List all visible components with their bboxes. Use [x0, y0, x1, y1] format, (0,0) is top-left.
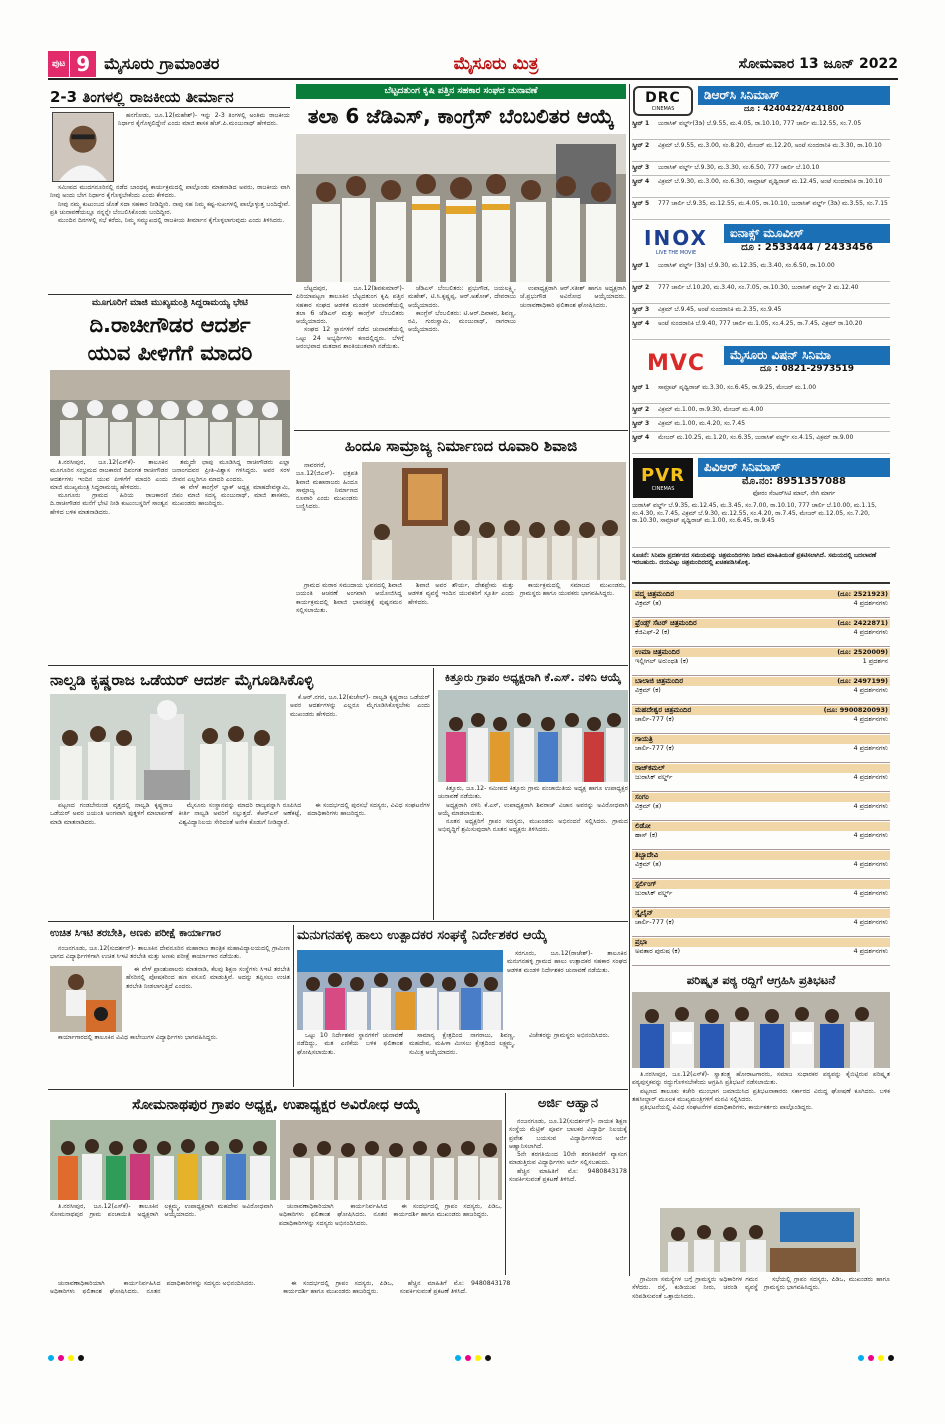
show-times: ಜುರಾಸಿಕ್ ವರ್ಲ್ಡ್(3ಡಿ) ಬೆ.9.55, ಮ.4.05, ರಾ.10.10, 777 ಚಾರ್ಲಿ ಮ.12.55, ಸಂ.7.05 [658, 120, 862, 127]
theatre-shows: 1 ಪ್ರದರ್ಶನ [862, 657, 888, 665]
theatre-row [632, 851, 890, 879]
divider [294, 430, 628, 431]
paragraph: ವಿಜೇತರನ್ನು ಗ್ರಾಮಸ್ಥರು ಅಭಿನಂದಿಸಿದರು. [529, 1032, 610, 1039]
paragraph: ಹನಗೋಡು, ಜೂ.12(ಮಹೇಶ್)- ಇನ್ನು 2-3 ತಿಂಗಳಲ್ಲಿ ಅಂತಿಮ ರಾಜಕೀಯ ನಿರ್ಧಾರ ಕೈಗೊಳ್ಳಲಿದ್ದೇನೆ ಎಂದು ಮಾಜಿ ಶಾಸಕ ಹೆಚ್.ಪಿ.ಮಂಜುನಾಥ್ ಹೇಳಿದರು. [118, 112, 290, 128]
mvc-show-row [632, 420, 890, 432]
theatre-film: ವಿಕ್ರಮ್ (ತ) [635, 802, 662, 810]
paragraph: ಗ್ರಾಮದ ಮರಾಠ ಸಮುದಾಯ ಭವನದಲ್ಲಿ ಶಿವಾಜಿ ಜಯಂತಿ ಆಚರಣೆ ಅಂಗವಾಗಿ ಆಯೋಜಿಸಿದ್ದ ಕಾರ್ಯಕ್ರಮದಲ್ಲಿ ಶಿವಾಜಿ ಭಾವಚಿತ್ರಕ್ಕೆ ಪುಷ್ಪನಮನ ಸಲ್ಲಿಸಲಾಯಿತು. [296, 582, 402, 614]
theatre-name: ಸ್ಕೈಲೈನ್ [632, 909, 890, 918]
paragraph: ಸಂಘದ 12 ಸ್ಥಾನಗಳಿಗೆ ನಡೆದ ಚುನಾವಣೆಯಲ್ಲಿ ಒಟ್ಟು 24 ಅಭ್ಯರ್ಥಿಗಳು ಕಣದಲ್ಲಿದ್ದರು. ಬೆಳಗ್ಗೆ ಆರಂಭವಾದ ಮತದಾನ ಶಾಂತಿಯುತವಾಗಿ ನಡೆಯಿತು. [296, 326, 404, 351]
inox-phone: ದೂ : 2533444 / 2433456 [741, 242, 873, 253]
story9b-body [632, 1276, 890, 1346]
paragraph: ಚುನಾವಣಾಧಿಕಾರಿಯಾಗಿ ಕಾರ್ಯನಿರ್ವಹಿಸಿದ ಅಧಿಕಾರಿಗಳು ಫಲಿತಾಂಶ ಘೋಷಿಸಿದರು. ನೂತನ ಪದಾಧಿಕಾರಿಗಳನ್ನು ಸದಸ್ಯರು ಅಭಿನಂದಿಸಿದರು. [279, 1203, 388, 1227]
theatre-row [632, 590, 890, 618]
show-times: ವಿಕ್ರಮ್ ಬೆ.9.55, ಮ.3.00, ಸಂ.8.20, ಮೇಜರ್ ಮ.12.20, ಅಂಟೆ ಸುಂದರಾನಿಕಿ ಮ.3.30, ರಾ.10.10 [658, 142, 882, 149]
story11-headline: ಅರ್ಜಿ ಆಹ್ವಾನ [537, 1096, 599, 1111]
crowd-photo [50, 370, 290, 456]
story9-photo-a [632, 992, 890, 1068]
story10-photo-b [280, 1120, 502, 1200]
screen-label: ಸ್ಕ್ರೀನ್ 2 [632, 406, 650, 413]
story4-photo [362, 462, 626, 580]
theatre-row [632, 880, 890, 908]
theatre-shows: 4 ಪ್ರದರ್ಶನಗಳು [853, 715, 888, 723]
theatre-row [632, 619, 890, 647]
mvc-logo [633, 346, 719, 380]
story3-body-c [520, 285, 626, 429]
print-registration-marks-bottom [455, 1355, 491, 1361]
magenta-dot [868, 1355, 874, 1361]
story7-headline: ಉಚಿತ ಸಿಇಟಿ ತರಬೇತಿ, ಅಣಕು ಪರೀಕ್ಷೆ ಕಾರ್ಯಾಗಾರ [50, 928, 221, 939]
story3-photo [296, 134, 626, 282]
paragraph: ಅಧ್ಯಕ್ಷರಾಗಿ ನಳಿನಿ ಕೆ.ಎಸ್, ಉಪಾಧ್ಯಕ್ಷರಾಗಿ ಶಿವರಾಜ್ ವಿಜಾನ ಅವರನ್ನು ಅವಿರೋಧವಾಗಿ ಆಯ್ಕೆ ಮಾಡಲಾಯಿತು. [438, 801, 628, 817]
paragraph: ಪಟ್ಟಣದ ತಾಲೂಕು ಕಚೇರಿ ಮುಂಭಾಗ ಜಮಾಯಿಸಿದ ಪ್ರತಿಭಟನಾಕಾರರು ಸರ್ಕಾರದ ವಿರುದ್ಧ ಘೋಷಣೆ ಕೂಗಿದರು. ಬಳಿಕ ತಹಸೀಲ್ದಾರ್ ಮೂಲಕ ಮುಖ್ಯಮಂತ್ರಿಗಳಿಗೆ ಮನವಿ ಸಲ್ಲಿಸಿದರು. [632, 1087, 890, 1103]
show-times: 777 ಚಾರ್ಲಿ ಬೆ.10.20, ಮ.3.40, ಸಂ.7.05, ರಾ.10.30, ಜುರಾಸಿಕ್ ವರ್ಲ್ಡ್ 2 ಮ.12.40 [658, 284, 859, 291]
show-times: ವಿಕ್ರಮ್ ಮ.1.00, ರಾ.9.30, ಮೇಜರ್ ಮ.4.00 [658, 406, 764, 413]
paragraph: ತಮ್ಮದೇ ಛಾಪು ಮೂಡಿಸಿದ್ದ ರಾಚೀಗೌಡರು ಎಲ್ಲಾ ಜನಾಂಗದವರ ಪ್ರೀತಿ-ವಿಶ್ವಾಸ ಗಳಿಸಿದ್ದರು. ಅವರ ಸರಳ ಜೀವನ ಎಲ್ಲರಿಗೂ ಮಾದರಿ ಎಂದರು. [172, 459, 290, 483]
story7-body-c [50, 1034, 290, 1086]
theatre-film: ಚಾರ್ಲಿ-777 (ಕ) [635, 918, 675, 926]
dairy-committee-group-photo [297, 950, 503, 1030]
story7-body-a [50, 945, 290, 963]
paragraph: ಈ ವೇಳೆ ಕಾಂಗ್ರೆಸ್ ಬ್ಲಾಕ್ ಅಧ್ಯಕ್ಷ ಮಾಹದೇವಸ್ವಾಮಿ, ಜಿಪಂ ಮಾಜಿ ಸದಸ್ಯ ಮಂಜುನಾಥ್, ಮಾಜಿ ಶಾಸಕರು, ಮುಖಂಡರು ಹಾಜರಿದ್ದರು. [172, 483, 290, 508]
story5-body-a [290, 694, 430, 800]
panchayat-felicitation-photo [438, 690, 628, 782]
yellow-dot [878, 1355, 884, 1361]
screen-label: ಸ್ಕ್ರೀನ್ 1 [632, 262, 650, 269]
theatre-film: ಜುರಾಸಿಕ್ ವರ್ಲ್ಡ್ [635, 773, 673, 781]
inox-title: ಐನಾಕ್ಸ್ ಮೂವೀಸ್ [724, 224, 890, 243]
page-label: ಪುಟ [48, 51, 69, 77]
theatre-shows: 4 ಪ್ರದರ್ಶನಗಳು [853, 744, 888, 752]
story4-body-a [296, 462, 358, 580]
mvc-title: ಮೈಸೂರು ವಿಷನ್ ಸಿನಿಮಾ [724, 346, 890, 365]
paragraph: ಕೆ.ಆರ್.ನಗರ, ಜೂ.12(ಕುಚೇಲ್)- ನಾಲ್ವಡಿ ಕೃಷ್ಣರಾಜ ಒಡೆಯರ್ ಅವರ ಆದರ್ಶಗಳನ್ನು ಎಲ್ಲರೂ ಮೈಗೂಡಿಸಿಕೊಳ್ಳಬೇಕು ಎಂದು ಮುಖಂಡರು ಹೇಳಿದರು. [290, 694, 430, 718]
mvc-phone: ದೂ : 0821-2973519 [759, 364, 855, 374]
story10-body-continued [50, 1280, 627, 1346]
theatre-shows: 4 ಪ್ರದರ್ಶನಗಳು [853, 802, 888, 810]
story5-photo [50, 694, 286, 800]
theatre-name: ಗಾಯತ್ರಿ [632, 735, 890, 744]
drc-phone: ದೂ : 4240422/4241800 [744, 104, 844, 113]
paragraph: ತಿ.ನರಸೀಪುರ, ಜೂ.12(ಎಸ್‍ಕೆ)- ತಾಲೂಕಿನ ಮೂಗೂರಿನ ಸಂಭ್ರಮದ ರಾಜಕಾರಣಿ ದಿವಂಗತ ರಾಚೀಗೌಡರ ಆದರ್ಶಗಳು ಇಂದಿನ ಯುವ ಪೀಳಿಗೆಗೆ ಮಾದರಿ ಎಂದು ಮಾಜಿ ಮುಖ್ಯಮಂತ್ರಿ ಸಿದ್ದರಾಮಯ್ಯ ಹೇಳಿದರು. [50, 459, 168, 491]
pvr-logo [633, 458, 693, 498]
paragraph: ಒಟ್ಟು 10 ನಿರ್ದೇಶಕರ ಸ್ಥಾನಗಳಿಗೆ ಚುನಾವಣೆ ನಡೆದಿದ್ದು, ಮತ ಎಣಿಕೆಯ ಬಳಿಕ ಫಲಿತಾಂಶ ಘೋಷಿಸಲಾಯಿತು. [297, 1032, 403, 1056]
story3-body-a [296, 285, 404, 429]
pvr-logo-sub: CINEMAS [651, 485, 675, 492]
theatre-name: ಮಹದೇಶ್ವರ ಚಿತ್ರಮಂದಿರ [632, 706, 890, 715]
paragraph: ಉಪಾಧ್ಯಕ್ಷರಾಗಿ ಆರ್.ಸತೀಶ್ ಹಾಗೂ ಅಧ್ಯಕ್ಷರಾಗಿ ಜೆ.ಪ್ರಭುಗೌಡ ಅವಿರೋಧ ಆಯ್ಕೆಯಾದರು. ಚುನಾವಣಾಧಿಕಾರಿ ಫಲಿತಾಂಶ ಘೋಷಿಸಿದರು. [520, 285, 626, 309]
drc-show-row [632, 142, 890, 162]
theatre-name: ತಿಬ್ಬಾದೇವಿ [632, 851, 890, 860]
story9-headline: ಪರಿಷ್ಕೃತ ಪಠ್ಯ ರದ್ದಿಗೆ ಆಗ್ರಹಿಸಿ ಪ್ರತಿಭಟನೆ [686, 973, 836, 987]
story5-headline: ನಾಲ್ವಡಿ ಕೃಷ್ಣರಾಜ ಒಡೆಯರ್ ಆದರ್ಶ ಮೈಗೂಡಿಸಿಕೊಳ್ಳಿ [50, 671, 314, 689]
paragraph: ಮೈಸೂರು ಸಂಸ್ಥಾನವನ್ನು ಮಾದರಿ ರಾಜ್ಯವನ್ನಾಗಿ ರೂಪಿಸಿದ ಕೀರ್ತಿ ನಾಲ್ವಡಿ ಅವರಿಗೆ ಸಲ್ಲುತ್ತದೆ. ಕೆಆರ್‌ಎಸ್ ಅಣೆಕಟ್ಟೆ, ವಿಶ್ವವಿದ್ಯಾನಿಲಯ ಸೇರಿದಂತೆ ಅನೇಕ ಕೊಡುಗೆ ನೀಡಿದ್ದಾರೆ. [178, 802, 302, 826]
theatre-film: ಚಾರ್ಲಿ-777 (ಕ) [635, 715, 675, 723]
paragraph: ಬೆಟ್ಟದಪುರ, ಜೂ.12(ಶಿವಕುಮಾರ್)- ಪಿರಿಯಾಪಟ್ಟಣ ತಾಲೂಕಿನ ಬೆಟ್ಟದತುಂಗ ಕೃಷಿ ಪತ್ತಿನ ಸಹಕಾರ ಸಂಘದ ಆಡಳಿತ ಮಂಡಳಿ ಚುನಾವಣೆಯಲ್ಲಿ ತಲಾ 6 ಜೆಡಿಎಸ್ ಮತ್ತು ಕಾಂಗ್ರೆಸ್ ಬೆಂಬಲಿತರು ಆಯ್ಕೆಯಾದರು. [296, 285, 404, 326]
show-times: ಜುರಾಸಿಕ್ ವರ್ಲ್ಡ್ (3ಡಿ) ಬೆ.9.30, ಮ.12.35, ಮ.3.40, ಸಂ.6.50, ರಾ.10.00 [658, 262, 835, 269]
theatre-row [632, 706, 890, 734]
show-times: ಮೇಜರ್ ಮ.10.25, ಮ.1.20, ಸಂ.6.35, ಜುರಾಸಿಕ್ ವರ್ಲ್ಡ್ ಸಂ.4.15, ವಿಕ್ರಮ್ ರಾ.9.00 [658, 434, 854, 441]
screen-label: ಸ್ಕ್ರೀನ್ 1 [632, 384, 650, 391]
screen-label: ಸ್ಕ್ರೀನ್ 4 [632, 178, 650, 185]
drc-show-row [632, 120, 890, 140]
publication-date: ಸೋಮವಾರ 13 ಜೂನ್ 2022 [738, 56, 898, 72]
story3-ribbon: ಬೆಟ್ಟದತುಂಗ ಕೃಷಿ ಪತ್ತಿನ ಸಹಕಾರ ಸಂಘದ ಚುನಾವಣೆ [296, 84, 626, 99]
drc-show-row [632, 178, 890, 198]
inox-show-row [632, 306, 890, 318]
magenta-dot [465, 1355, 471, 1361]
pvr-phone: ಮೊ.ನಂ: 8951357088 [741, 476, 847, 487]
theatre-film: ಕೆಜಿಎಫ್-2 (ಕ) [635, 628, 670, 636]
theatre-name: ಸ್ಟರ್ಲಿಂಗ್ [632, 880, 890, 889]
print-registration-marks-left [48, 1355, 84, 1361]
theatre-row [632, 793, 890, 821]
group-celebration-photo [296, 134, 626, 282]
story11-body [509, 1118, 627, 1275]
story1-body-a [118, 112, 290, 182]
story4-body-b [296, 582, 626, 664]
paragraph: ನೂತನ ಅಧ್ಯಕ್ಷರಿಗೆ ಗ್ರಾಪಂ ಸದಸ್ಯರು, ಮುಖಂಡರು ಅಭಿನಂದನೆ ಸಲ್ಲಿಸಿದರು. ಗ್ರಾಮದ ಅಭಿವೃದ್ಧಿಗೆ ಶ್ರಮಿಸುವುದಾಗಿ ನೂತನ ಅಧ್ಯಕ್ಷರು ತಿಳಿಸಿದರು. [438, 818, 628, 834]
divider [505, 1093, 506, 1275]
theatre-shows: 4 ಪ್ರದರ್ಶನಗಳು [853, 773, 888, 781]
theatre-shows: 4 ಪ್ರದರ್ಶನಗಳು [853, 860, 888, 868]
paragraph: ನಂಜನಗೂಡು, ಜೂ.12(ಸುದರ್ಶನ್)- ತಾಲೂಕಿನ ದೇವನೂರಿನ ಮಹಾರಾಜ ತಾಂತ್ರಿಕ ಮಹಾವಿದ್ಯಾಲಯದಲ್ಲಿ ಗ್ರಾಮೀಣ ಭಾಗದ ವಿದ್ಯಾರ್ಥಿಗಳಿಗಾಗಿ ಉಚಿತ ಸಿಇಟಿ ತರಬೇತಿ ಮತ್ತು ಅಣಕು ಪರೀಕ್ಷೆ ಕಾರ್ಯಾಗಾರ ನಡೆಯಿತು. [50, 945, 290, 961]
inox-show-row [632, 262, 890, 282]
theatre-row [632, 735, 890, 763]
protest-photo [632, 992, 890, 1068]
statue-garlanding-photo [50, 694, 286, 800]
paragraph: ಹೆಚ್ಚಿನ ಮಾಹಿತಿಗೆ ಮೊ: 9480843178 ಸಂಪರ್ಕಿಸುವಂತೆ ಪ್ರಕಟಣೆ ತಿಳಿಸಿದೆ. [399, 1280, 511, 1296]
paragraph: ಶಿವಾಜಿ ಅವರ ಶೌರ್ಯ, ದೇಶಪ್ರೇಮ ಮತ್ತು ಆಡಳಿತ ವ್ಯವಸ್ಥೆ ಇಂದಿನ ಯುವಕರಿಗೆ ಸ್ಫೂರ್ತಿ ಎಂದು ಹೇಳಿದರು. [408, 582, 514, 606]
theatre-phone: (ದೂ: 2520009) [837, 648, 888, 656]
inox-logo-sub: LIVE THE MOVIE [655, 250, 697, 256]
theatre-row [632, 822, 890, 850]
story1-portrait [52, 112, 114, 182]
theatre-film: ಅವತಾರ ಪುರುಷ (ಕ) [635, 947, 680, 955]
felicitation-crowd-photo [280, 1120, 502, 1200]
theatre-row [632, 764, 890, 792]
story8-photo [297, 950, 503, 1030]
screen-label: ಸ್ಕ್ರೀನ್ 5 [632, 200, 650, 207]
theatre-name: ಪ್ರಭಾ [632, 938, 890, 947]
story10-body [50, 1203, 502, 1275]
theatre-film: ವಿಕ್ರಮ್ (ತ) [635, 599, 662, 607]
theatre-film: ವಿಕ್ರಮ್ (ಕ) [635, 686, 661, 694]
pvr-title: ಪಿವಿಆರ್ ಸಿನಿಮಾಸ್ [698, 458, 890, 477]
page-number: 9 [69, 51, 96, 77]
screen-label: ಸ್ಕ್ರೀನ್ 1 [632, 120, 650, 127]
inox-logo-text: INOX [644, 226, 708, 250]
theatre-film: ಚಾರ್ಲಿ-777 (ಕ) [635, 744, 675, 752]
paragraph: ಪಟ್ಟಣದ ಗಂಡಬೇರುಂಡ ವೃತ್ತದಲ್ಲಿ ನಾಲ್ವಡಿ ಕೃಷ್ಣರಾಜ ಒಡೆಯರ್ ಅವರ ಜಯಂತಿ ಅಂಗವಾಗಿ ಪುತ್ಥಳಿಗೆ ಮಾಲಾರ್ಪಣೆ ಮಾಡಿ ಮಾತನಾಡಿದರು. [50, 802, 173, 826]
magenta-dot [58, 1355, 64, 1361]
theatre-shows: 4 ಪ್ರದರ್ಶನಗಳು [853, 628, 888, 636]
theatre-film: ಜುರಾಸಿಕ್ ವರ್ಲ್ಡ್ [635, 889, 673, 897]
paragraph: ಈ ಸಂದರ್ಭದಲ್ಲಿ ಪುರಸಭೆ ಸದಸ್ಯರು, ವಿವಿಧ ಸಂಘಟನೆಗಳ ಪದಾಧಿಕಾರಿಗಳು ಹಾಜರಿದ್ದರು. [307, 802, 430, 818]
show-times: ವಿಕ್ರಮ್ ಬೆ.9.30, ಮ.3.00, ಸಂ.6.30, ಸಾಮ್ರಾಟ್ ಪೃಥ್ವಿರಾಜ್ ಮ.12.45, ಅಂಟೆ ಸುಂದರಾನಿಕಿ ರಾ.10.10 [658, 178, 883, 185]
story3-headline: ತಲಾ 6 ಜೆಡಿಎಸ್, ಕಾಂಗ್ರೆಸ್ ಬೆಂಬಲಿತರ ಆಯ್ಕೆ [307, 104, 615, 128]
meeting-stage-photo [660, 1208, 860, 1272]
theatre-row [632, 677, 890, 705]
screen-label: ಸ್ಕ್ರೀನ್ 3 [632, 420, 650, 427]
theatre-film: ವಿಕ್ರಮ್ (ತ) [635, 860, 662, 868]
inox-show-row [632, 284, 890, 304]
theatre-shows: 4 ಪ್ರದರ್ಶನಗಳು [853, 599, 888, 607]
paragraph: ಪ್ರತಿಭಟನೆಯಲ್ಲಿ ವಿವಿಧ ಸಂಘಟನೆಗಳ ಪದಾಧಿಕಾರಿಗಳು, ಕಾರ್ಯಕರ್ತರು ಪಾಲ್ಗೊಂಡಿದ್ದರು. [640, 1104, 813, 1112]
yellow-dot [475, 1355, 481, 1361]
paragraph: ಈ ಸಂದರ್ಭದಲ್ಲಿ ಗ್ರಾಪಂ ಸದಸ್ಯರು, ಪಿಡಿಒ, ಕಾರ್ಯದರ್ಶಿ ಹಾಗೂ ಮುಖಂಡರು ಹಾಜರಿದ್ದರು. [283, 1280, 394, 1296]
theatre-shows: 4 ಪ್ರದರ್ಶನಗಳು [853, 831, 888, 839]
black-dot [78, 1355, 84, 1361]
story6-photo [438, 690, 628, 782]
story6-headline: ಕಿತ್ತೂರು ಗ್ರಾಪಂ ಅಧ್ಯಕ್ಷರಾಗಿ ಕೆ.ಎಸ್. ನಳಿನಿ ಆಯ್ಕೆ [444, 671, 622, 684]
theatre-phone: (ದೂ: 2497199) [837, 677, 888, 685]
theatre-name: ಲಿಡೋ [632, 822, 890, 831]
theatre-phone: (ದೂ: 9900820093) [823, 706, 888, 714]
theatre-name: ಫ್ರೆಂಡ್ಸ್ ಸೆಟರ್ ಚಿತ್ರಮಂದಿರ [632, 619, 890, 628]
paragraph: ಕಾರ್ಯಾಗಾರದಲ್ಲಿ ತಾಲೂಕಿನ ವಿವಿಧ ಕಾಲೇಜುಗಳ ವಿದ್ಯಾರ್ಥಿಗಳು ಭಾಗವಹಿಸಿದ್ದರು. [58, 1034, 218, 1041]
story9-body [632, 1071, 890, 1205]
theatre-name: ಉಮಾ ಚಿತ್ರಮಂದಿರ [632, 648, 890, 657]
cyan-dot [455, 1355, 461, 1361]
paragraph: ಮುಂದಿನ ದಿನಗಳಲ್ಲಿ ಸಭೆ ಕರೆದು, ನಿಮ್ಮ ಸಮ್ಮುಖದಲ್ಲಿ ರಾಜಕೀಯ ತೀರ್ಮಾನ ಕೈಗೊಳ್ಳಲಾಗುವುದು ಎಂದು ತಿಳಿಸಿದರು. [58, 217, 285, 225]
drc-show-row [632, 164, 890, 176]
theatre-film: ಹಾಸ್ (ಕ) [635, 831, 658, 839]
inox-show-row [632, 320, 890, 340]
story9-photo-b [660, 1208, 860, 1272]
screen-label: ಸ್ಕ್ರೀನ್ 3 [632, 306, 650, 313]
yellow-dot [68, 1355, 74, 1361]
paper-name: ಮೈಸೂರು ಮಿತ್ರ [453, 54, 539, 74]
drc-show-row [632, 200, 890, 220]
theatre-row [632, 648, 890, 676]
paragraph: ಚುನಾವಣಾಧಿಕಾರಿಯಾಗಿ ಕಾರ್ಯನಿರ್ವಹಿಸಿದ ಅಧಿಕಾರಿಗಳು ಫಲಿತಾಂಶ ಘೋಷಿಸಿದರು. ನೂತನ ಪದಾಧಿಕಾರಿಗಳನ್ನು ಸದಸ್ಯರು ಅಭಿನಂದಿಸಿದರು. [50, 1280, 256, 1296]
story2-headline-line1: ದಿ.ರಾಚೀಗೌಡರ ಆದರ್ಶ [89, 313, 251, 337]
screen-label: ಸ್ಕ್ರೀನ್ 2 [632, 142, 650, 149]
page-badge [48, 51, 96, 77]
story6-body [438, 785, 628, 919]
paragraph: ಸಾಮಾನ್ಯ ಕ್ಷೇತ್ರದಿಂದ ನಾಗರಾಜು, ಶಿವಣ್ಣ, ಮಹದೇವ, ಮಹಿಳಾ ಮೀಸಲು ಕ್ಷೇತ್ರದಿಂದ ಲಕ್ಷ್ಮಮ್ಮ, ಸುಮಿತ್ರ ಆಯ್ಕೆಯಾದರು. [409, 1032, 515, 1056]
drc-logo-sub: CINEMAS [651, 106, 675, 112]
story2-body-a [50, 459, 168, 669]
theatre-shows: 4 ಪ್ರದರ್ಶನಗಳು [853, 889, 888, 897]
story4-headline: ಹಿಂದೂ ಸಾಮ್ರಾಜ್ಯ ನಿರ್ಮಾಣದ ರೂವಾರಿ ಶಿವಾಜಿ [344, 437, 578, 455]
screen-label: ಸ್ಕ್ರೀನ್ 2 [632, 284, 650, 291]
cyan-dot [48, 1355, 54, 1361]
section-name: ಮೈಸೂರು ಗ್ರಾಮಾಂತರ [104, 54, 220, 73]
divider [48, 665, 628, 666]
theatre-phone: (ದೂ: 2422871) [837, 619, 888, 627]
paragraph: ಸಭೆಯಲ್ಲಿ ಗ್ರಾಪಂ ಸದಸ್ಯರು, ಪಿಡಿಒ, ಮುಖಂಡರು ಹಾಗೂ ಗ್ರಾಮಸ್ಥರು ಭಾಗವಹಿಸಿದ್ದರು. [764, 1276, 890, 1292]
paragraph: ನಾವರಗರೆ, ಜೂ.12(ಜಿಎಸ್)- ಛತ್ರಪತಿ ಶಿವಾಜಿ ಮಹಾರಾಜರು ಹಿಂದೂ ಸಾಮ್ರಾಜ್ಯ ನಿರ್ಮಾಣದ ರೂವಾರಿ ಎಂದು ಮುಖಂಡರು ಬಣ್ಣಿಸಿದರು. [296, 462, 358, 511]
theatre-name: ರಾಜ್‌ಕಮಲ್ [632, 764, 890, 773]
story7-photo [50, 966, 122, 1032]
story8-headline: ಮನುಗನಹಳ್ಳಿ ಹಾಲು ಉತ್ಪಾದಕರ ಸಂಘಕ್ಕೆ ನಿರ್ದೇಶಕರ ಆಯ್ಕೆ [297, 928, 548, 943]
mvc-show-row [632, 434, 890, 454]
theatre-row [632, 938, 890, 966]
story10-headline: ಸೋಮನಾಥಪುರ ಗ್ರಾಪಂ ಅಧ್ಯಕ್ಷ, ಉಪಾಧ್ಯಕ್ಷರ ಅವಿರೋಧ ಆಯ್ಕೆ [132, 1097, 420, 1113]
story7-body-b [126, 966, 290, 1032]
screen-label: ಸ್ಕ್ರೀನ್ 4 [632, 320, 650, 327]
divider [48, 921, 628, 922]
theatre-name: ಬಾಲಾಜಿ ಚಿತ್ರಮಂದಿರ [632, 677, 890, 686]
black-dot [888, 1355, 894, 1361]
story1-headline: 2-3 ತಿಂಗಳಲ್ಲಿ ರಾಜಕೀಯ ತೀರ್ಮಾನ [50, 86, 290, 108]
show-times: ವಿಕ್ರಮ್ ಮ.1.00, ಮ.4.20, ಸಂ.7.45 [658, 420, 746, 427]
story1-body-b [50, 184, 290, 292]
inox-logo [633, 224, 719, 258]
paragraph: ತಿ.ನರಸೀಪುರ, ಜೂ.12(ಎಸ್‍ಕೆ)- ತಾಲೂಕಿನ ಸೋಮನಾಥಪುರ ಗ್ರಾಮ ಪಂಚಾಯಿತಿ ಅಧ್ಯಕ್ಷರಾಗಿ ಲಕ್ಷ್ಮಮ್ಮ, ಉಪಾಧ್ಯಕ್ಷರಾಗಿ ಮಹದೇವ ಅವಿರೋಧವಾಗಿ ಆಯ್ಕೆಯಾದರು. [50, 1203, 273, 1219]
drc-title: ಡಿಆರ್‌ಸಿ ಸಿನಿಮಾಸ್ [698, 86, 890, 105]
theatre-name: ಪದ್ಮ ಚಿತ್ರಮಂದಿರ [632, 590, 890, 599]
drc-logo-text: DRC [645, 90, 681, 106]
speaker-at-podium-photo [50, 966, 122, 1032]
mvc-logo-text: MVC [646, 350, 706, 376]
portrait-image [53, 113, 113, 181]
divider [293, 925, 294, 1087]
story5-body-b [50, 802, 430, 918]
screen-label: ಸ್ಕ್ರೀನ್ 4 [632, 434, 650, 441]
paragraph: ಕಿತ್ತೂರು, ಜೂ.12- ಸಮೀಪದ ಕಿತ್ತೂರು ಗ್ರಾಮ ಪಂಚಾಯಿತಿಯ ಅಧ್ಯಕ್ಷ ಹಾಗೂ ಉಪಾಧ್ಯಕ್ಷರ ಚುನಾವಣೆ ನಡೆಯಿತು. [438, 785, 628, 801]
pvr-listing: ಜುರಾಸಿಕ್ ವರ್ಲ್ಡ್ ಬೆ.9.35, ಮ.12.45, ಮ.3.45, ಸಂ.7.00, ರಾ.10.10, 777 ಚಾರ್ಲಿ ಬೆ.10.00, ಮ.1.15, ಸಂ.4.30, ಸಂ.7.45, ವಿಕ್ರಮ್ ಬೆ.9.30, ಮ.12.55, ಸಂ.4.20, ರಾ.7.45, ಮೇಜರ್ ಮ.12.05, ಸಂ.7.20, ರಾ.10.30, ಸಾಮ್ರಾಟ್ ಪೃಥ್ವಿರಾಜ್ ಮ.1.00, ಸಂ.6.45, ರಾ.9.45 [632, 502, 890, 548]
show-times: ಜುರಾಸಿಕ್ ವರ್ಲ್ಡ್ ಬೆ.9.30, ಮ.3.30, ಸಂ.6.50, 777 ಚಾರ್ಲಿ ಬೆ.10.10 [658, 164, 820, 171]
panchayat-members-photo [50, 1120, 276, 1200]
story3-body-b [408, 285, 516, 429]
theatre-shows: 4 ಪ್ರದರ್ಶನಗಳು [853, 918, 888, 926]
screen-label: ಸ್ಕ್ರೀನ್ 3 [632, 164, 650, 171]
divider [48, 1089, 628, 1090]
theatre-row [632, 909, 890, 937]
paragraph: ನೀವು ನಮ್ಮ ಕುಟುಂಬದ ಜೊತೆ ಸದಾ ಸಹಕಾರ ನೀಡಿದ್ದೀರಿ. ನಾವು ಸಹ ನಿಮ್ಮ ಕಷ್ಟ-ಸುಖಗಳಲ್ಲಿ ಪಾಲ್ಗೊಳ್ಳುತ್ತ ಬಂದಿದ್ದೇವೆ. ಪ್ರತಿ ಚುನಾವಣೆಯಲ್ಲೂ ನನ್ನನ್ನೇ ಬೆಂಬಲಿಸಿಕೊಂಡು ಬಂದಿದ್ದೀರ. [50, 200, 290, 216]
paragraph: ಸರಗೂರು, ಜೂ.12(ರಾಜೇಶ್)- ತಾಲೂಕಿನ ಮನುಗನಹಳ್ಳಿ ಗ್ರಾಮದ ಹಾಲು ಉತ್ಪಾದಕರ ಸಹಕಾರ ಸಂಘದ ಆಡಳಿತ ಮಂಡಳಿ ನಿರ್ದೇಶಕರ ಚುನಾವಣೆ ನಡೆಯಿತು. [507, 950, 627, 974]
paragraph: ಮೂಗೂರು ಗ್ರಾಮದ ಹಿರಿಯ ರಾಜಕಾರಣಿ ದಿ.ರಾಚೀಗೌಡರ ಮನೆಗೆ ಭೇಟಿ ನೀಡಿ ಕುಟುಂಬಸ್ಥರಿಗೆ ಸಾಂತ್ವನ ಹೇಳಿದ ಬಳಿಕ ಮಾತನಾಡಿದರು. [50, 492, 168, 516]
show-times: ಸಾಮ್ರಾಟ್ ಪೃಥ್ವಿರಾಜ್ ಮ.3.30, ಸಂ.6.45, ರಾ.9.25, ಮೇಜರ್ ಮ.1.00 [658, 384, 817, 391]
show-times: ಅಂಟೆ ಸುಂದರಾನಿಕಿ ಬೆ.9.40, 777 ಚಾರ್ಲಿ ಮ.1.05, ಸಂ.4.25, ರಾ.7.45, ವಿಕ್ರಮ್ ರಾ.10.20 [658, 320, 863, 327]
show-times: ವಿಕ್ರಮ್ ಬೆ.9.45, ಅಂಟೆ ಸುಂದರಾನಿಕಿ ಮ.2.35, ಸಂ.9.45 [658, 306, 782, 313]
divider [433, 668, 434, 920]
story2-photo [50, 370, 290, 456]
paragraph: ನಂಜನಗೂಡು, ಜೂ.12(ಸುದರ್ಶನ್)- ನಾಯಕ ಶಿಕ್ಷಣ ಸಂಸ್ಥೆಯ ಮೆಟ್ರಿಕ್ ಪೂರ್ವ ಬಾಲಕರ ವಿದ್ಯಾರ್ಥಿ ನಿಲಯಕ್ಕೆ ಪ್ರವೇಶ ಬಯಸುವ ವಿದ್ಯಾರ್ಥಿಗಳಿಂದ ಅರ್ಜಿ ಆಹ್ವಾನಿಸಲಾಗಿದೆ. [509, 1118, 627, 1150]
story2-kicker: ಮೂಗೂರಿಗೆ ಮಾಜಿ ಮುಖ್ಯಮಂತ್ರಿ ಸಿದ್ದರಾಮಯ್ಯ ಭೇಟಿ [92, 298, 248, 308]
divider [48, 294, 292, 295]
story2-headline-line2: ಯುವ ಪೀಳಿಗೆಗೆ ಮಾದರಿ [87, 341, 253, 365]
paragraph: ಜೆಡಿಎಸ್ ಬೆಂಬಲಿತರು: ಪ್ರಭುಗೌಡ, ಜಯಲಕ್ಷ್ಮಿ, ಮಹೇಶ್, ಟಿ.ಸಿ.ಕೃಷ್ಣಪ್ಪ, ಆರ್.ಅಶೋಕ್, ದೇವರಾಜು ಆಯ್ಕೆಯಾದರು. [408, 285, 516, 309]
pvr-logo-text: PVR [641, 464, 685, 486]
theatre-shows: 4 ಪ್ರದರ್ಶನಗಳು [853, 947, 888, 955]
masthead [48, 50, 898, 80]
paragraph: ಹೆಚ್ಚಿನ ಮಾಹಿತಿಗೆ ಮೊ: 9480843178 ಸಂಪರ್ಕಿಸುವಂತೆ ಪ್ರಕಟಣೆ ತಿಳಿಸಿದೆ. [509, 1167, 627, 1184]
pvr-notice: ಸೂಚನೆ: ಸಿನಿಮಾ ಪ್ರದರ್ಶನದ ಸಮಯವನ್ನು ಚಿತ್ರಮಂದಿರಗಳು ನೀಡಿದ ಮಾಹಿತಿಯಂತೆ ಪ್ರಕಟಿಸಲಾಗಿದೆ. ಸಮಯದಲ್ಲಿ ಬದಲಾವಣೆ ಇರಬಹುದು. ದಯವಿಟ್ಟು ಚಿತ್ರಮಂದಿರದಲ್ಲಿ ಖಚಿತಪಡಿಸಿಕೊಳ್ಳಿ. [632, 552, 890, 584]
divider [629, 84, 630, 1276]
print-registration-marks-right [858, 1355, 894, 1361]
pvr-address: ಫೋರಂ ಸೆಂಟರ್‌ಸಿಟಿ ಮಾಲ್, ನೇಗಿ ಮಾರ್ಗ [752, 490, 836, 497]
show-times: 777 ಚಾರ್ಲಿ ಬೆ.9.35, ಮ.12.55, ಮ.4.05, ರಾ.10.10, ಜುರಾಸಿಕ್ ವರ್ಲ್ಡ್ (3ಡಿ) ಮ.3.55, ಸಂ.7.15 [658, 200, 888, 207]
paragraph: ಈ ಸಂದರ್ಭದಲ್ಲಿ ಗ್ರಾಪಂ ಸದಸ್ಯರು, ಪಿಡಿಒ, ಕಾರ್ಯದರ್ಶಿ ಹಾಗೂ ಮುಖಂಡರು ಹಾಜರಿದ್ದರು. [393, 1203, 502, 1219]
story8-body-b [297, 1032, 627, 1086]
black-dot [485, 1355, 491, 1361]
paragraph: ಸಮೀಪದ ಮುದಗನೂರಿನಲ್ಲಿ ನಡೆದ ಬಾಂಧವ್ಯ ಕಾರ್ಯಕ್ರಮದಲ್ಲಿ ಪಾಲ್ಗೊಂಡು ಮಾತನಾಡಿದ ಅವರು, ರಾಜಕೀಯ ವಾಗಿ ನೀವು ಅಂದು ಬೇಗ ನಿರ್ಧಾರ ಕೈಗೊಳ್ಳಬೇಕೆಂದು ಎಂದು ಕೇಳಿದರು. [50, 184, 290, 200]
story10-photo-a [50, 1120, 276, 1200]
mvc-show-row [632, 384, 890, 404]
paragraph: ಕಾರ್ಯಕ್ರಮದಲ್ಲಿ ಸಮಾಜದ ಮುಖಂಡರು, ಗ್ರಾಮಸ್ಥರು ಹಾಗೂ ಯುವಕರು ಭಾಗವಹಿಸಿದ್ದರು. [520, 582, 626, 598]
paragraph: ತಿ.ನರಸೀಪುರ, ಜೂ.12(ಎಸ್‍ಕೆ)- ಸ್ವಾತಂತ್ರ್ಯ ಹೋರಾಟಗಾರರು, ಸಮಾಜ ಸುಧಾರಕರ ಪಠ್ಯವನ್ನು ಕೈಬಿಟ್ಟಿರುವ ಪರಿಷ್ಕೃತ ಪಠ್ಯಪುಸ್ತಕವನ್ನು ರದ್ದುಗೊಳಿಸಬೇಕೆಂದು ಆಗ್ರಹಿಸಿ ಪ್ರತಿಭಟನೆ ನಡೆಸಲಾಯಿತು. [632, 1071, 890, 1087]
paragraph: 5ನೇ ತರಗತಿಯಿಂದ 10ನೇ ತರಗತಿವರೆಗೆ ವ್ಯಾಸಂಗ ಮಾಡುತ್ತಿರುವ ವಿದ್ಯಾರ್ಥಿಗಳು ಅರ್ಜಿ ಸಲ್ಲಿಸಬಹುದು. [509, 1151, 627, 1167]
story2-body-b [172, 459, 290, 669]
theatre-film: ಇಲ್ಲೀಗಲ್ ಅರುಂಧತಿ (ಕ) [635, 657, 689, 665]
theatre-shows: 4 ಪ್ರದರ್ಶನಗಳು [853, 686, 888, 694]
theatre-phone: (ದೂ: 2521923) [837, 590, 888, 598]
theatre-name: ಸಂಗಂ [632, 793, 890, 802]
paragraph: ಗ್ರಾಮೀಣ ಸಮಸ್ಯೆಗಳ ಬಗ್ಗೆ ಗ್ರಾಮಸ್ಥರು ಅಧಿಕಾರಿಗಳ ಗಮನ ಸೆಳೆದರು. ರಸ್ತೆ, ಕುಡಿಯುವ ನೀರು, ಚರಂಡಿ ವ್ಯವಸ್ಥೆ ಸರಿಪಡಿಸುವಂತೆ ಒತ್ತಾಯಿಸಿದರು. [632, 1276, 758, 1300]
mvc-show-row [632, 406, 890, 418]
story8-body-a [507, 950, 627, 1030]
paragraph: ಕಾಂಗ್ರೆಸ್ ಬೆಂಬಲಿತರು: ಟಿ.ಆರ್.ದಿವಾಕರ, ಶಿವಣ್ಣ, ರವಿ, ಗುರುಸ್ವಾಮಿ, ಮಂಜುನಾಥ್, ನಾಗರಾಜು ಆಯ್ಕೆಯಾದರು. [408, 309, 516, 334]
shivaji-portrait-event-photo [362, 462, 626, 580]
paragraph: ಈ ವೇಳೆ ಪ್ರಾಂಶುಪಾಲರು ಮಾತನಾಡಿ, ಕೆಲವು ಶಿಕ್ಷಣ ಸಂಸ್ಥೆಗಳು ಸಿಇಟಿ ತರಬೇತಿ ಹೆಸರಿನಲ್ಲಿ ಪೋಷಕರಿಂದ ಹಣ ವಸೂಲಿ ಮಾಡುತ್ತಿವೆ. ಅದನ್ನು ತಪ್ಪಿಸಲು ಉಚಿತ ತರಬೇತಿ ನೀಡಲಾಗುತ್ತಿದೆ ಎಂದರು. [126, 966, 290, 990]
cyan-dot [858, 1355, 864, 1361]
drc-logo [633, 86, 693, 116]
